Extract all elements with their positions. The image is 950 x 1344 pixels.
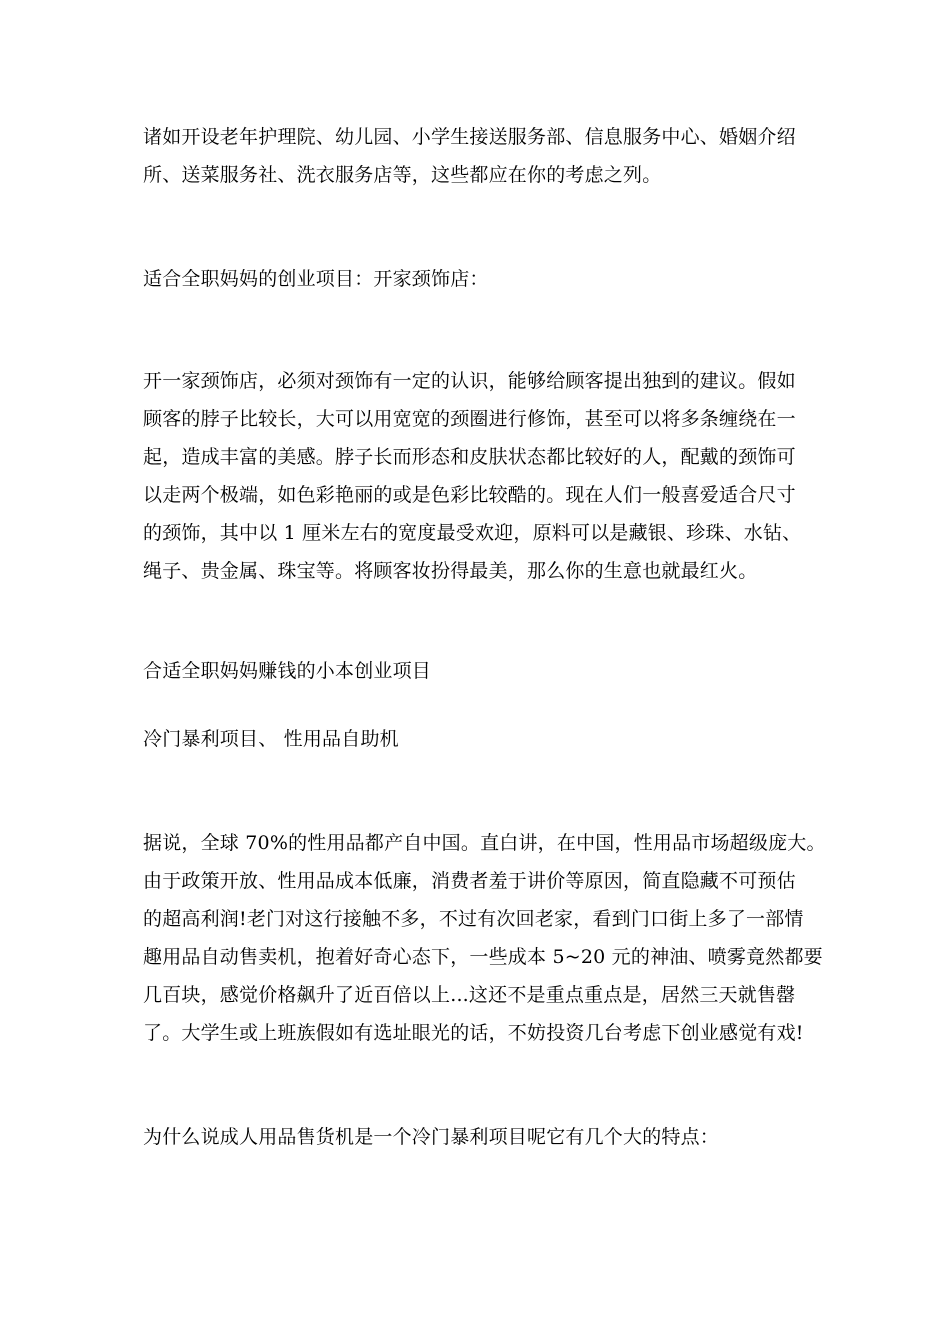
text-line: 诸如开设老年护理院、幼儿园、小学生接送服务部、信息服务中心、婚姻介绍 [143,126,796,148]
section-heading: 冷门暴利项目、 性用品自助机 [143,728,399,750]
text-line: 以走两个极端，如色彩艳丽的或是色彩比较酷的。现在人们一般喜爱适合尺寸 [143,484,796,506]
text-line: 所、送菜服务社、洗衣服务店等，这些都应在你的考虑之列。 [143,164,662,186]
section-heading: 适合全职妈妈的创业项目：开家颈饰店： [143,268,489,290]
text-line: 据说，全球 70%的性用品都产自中国。直白讲，在中国，性用品市场超级庞大。 [143,832,826,854]
text-line: 几百块，感觉价格飙升了近百倍以上...这还不是重点重点是，居然三天就售罄 [143,984,796,1006]
text-line: 的颈饰，其中以 1 厘米左右的宽度最受欢迎，原料可以是藏银、珍珠、水钻、 [143,522,802,544]
text-line: 顾客的脖子比较长，大可以用宽宽的颈圈进行修饰，甚至可以将多条缠绕在一 [143,408,796,430]
text-line: 由于政策开放、性用品成本低廉，消费者羞于讲价等原因，简直隐藏不可预估 [143,870,796,892]
text-line: 开一家颈饰店，必须对颈饰有一定的认识，能够给顾客提出独到的建议。假如 [143,370,796,392]
text-line: 绳子、贵金属、珠宝等。将顾客妆扮得最美，那么你的生意也就最红火。 [143,560,758,582]
text-line: 了。大学生或上班族假如有选址眼光的话，不妨投资几台考虑下创业感觉有戏! [143,1022,804,1044]
section-heading: 合适全职妈妈赚钱的小本创业项目 [143,660,432,682]
text-line: 的超高利润!老门对这行接触不多，不过有次回老家，看到门口街上多了一部情 [143,908,804,930]
text-line: 起，造成丰富的美感。脖子长而形态和皮肤状态都比较好的人，配戴的颈饰可 [143,446,796,468]
section-heading: 为什么说成人用品售货机是一个冷门暴利项目呢它有几个大的特点： [143,1126,720,1148]
text-line: 趣用品自动售卖机，抱着好奇心态下，一些成本 5~20 元的神油、喷雾竟然都要 [143,946,823,968]
